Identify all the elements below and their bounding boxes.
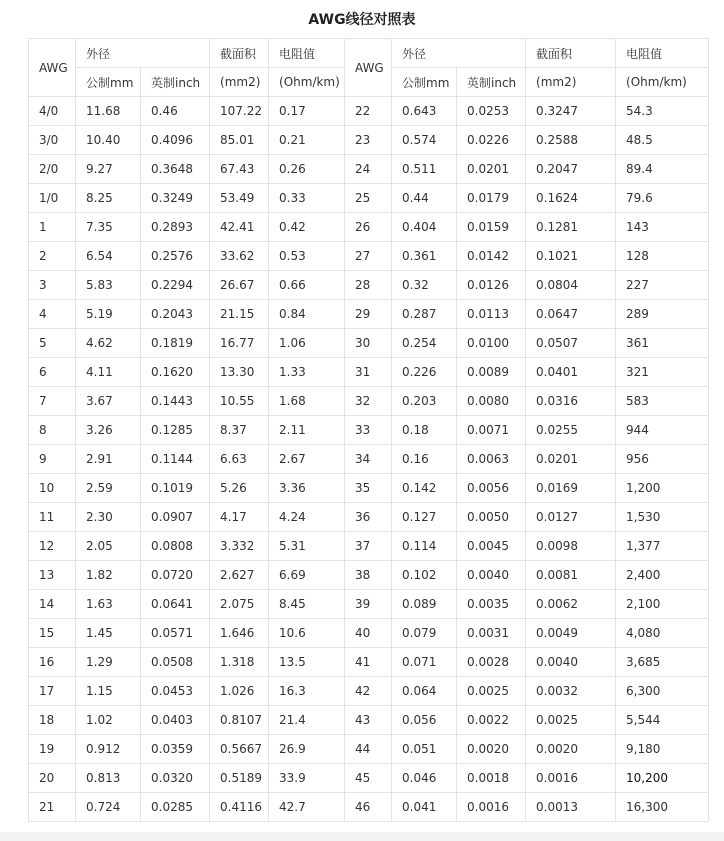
right-metric-mm-cell: 0.079	[392, 619, 457, 648]
right-awg-cell: 29	[345, 300, 392, 329]
right-metric-mm-cell: 0.254	[392, 329, 457, 358]
left-awg-cell: 15	[29, 619, 76, 648]
right-awg-cell: 23	[345, 126, 392, 155]
right-resistance-cell: 2,100	[616, 590, 709, 619]
right-resistance-cell: 956	[616, 445, 709, 474]
left-resistance-cell: 42.7	[269, 793, 345, 822]
right-metric-mm-cell: 0.051	[392, 735, 457, 764]
left-resistance-cell: 1.33	[269, 358, 345, 387]
right-area-cell: 0.3247	[526, 97, 616, 126]
right-area-cell: 0.2047	[526, 155, 616, 184]
left-imperial-inch-cell: 0.1620	[141, 358, 210, 387]
right-resistance-cell: 10,200	[616, 764, 709, 793]
right-awg-cell: 25	[345, 184, 392, 213]
left-metric-mm-cell: 9.27	[76, 155, 141, 184]
left-awg-cell: 2	[29, 242, 76, 271]
right-metric-mm-cell: 0.226	[392, 358, 457, 387]
left-imperial-inch-cell: 0.0359	[141, 735, 210, 764]
left-awg-cell: 12	[29, 532, 76, 561]
right-area-cell: 0.0062	[526, 590, 616, 619]
left-imperial-inch-cell: 0.1019	[141, 474, 210, 503]
left-imperial-inch-cell: 0.0285	[141, 793, 210, 822]
right-area-cell: 0.0040	[526, 648, 616, 677]
left-resistance-cell: 16.3	[269, 677, 345, 706]
right-resistance-cell: 6,300	[616, 677, 709, 706]
header-row-top	[29, 39, 709, 68]
left-imperial-inch-cell: 0.3249	[141, 184, 210, 213]
right-metric-mm-cell: 0.18	[392, 416, 457, 445]
right-area-cell: 0.1281	[526, 213, 616, 242]
table-row	[29, 474, 709, 503]
left-metric-mm-cell: 10.40	[76, 126, 141, 155]
left-metric-mm-cell: 8.25	[76, 184, 141, 213]
right-imperial-inch-cell: 0.0056	[457, 474, 526, 503]
left-imperial-inch-cell: 0.0571	[141, 619, 210, 648]
table-row	[29, 648, 709, 677]
table-row	[29, 358, 709, 387]
header-resistance-label: 电阻值	[269, 39, 345, 68]
table-row	[29, 387, 709, 416]
right-metric-mm-cell: 0.127	[392, 503, 457, 532]
left-awg-cell: 8	[29, 416, 76, 445]
left-imperial-inch-cell: 0.2294	[141, 271, 210, 300]
table-row	[29, 532, 709, 561]
right-awg-cell: 24	[345, 155, 392, 184]
right-area-cell: 0.0032	[526, 677, 616, 706]
right-imperial-inch-cell: 0.0100	[457, 329, 526, 358]
table-row	[29, 242, 709, 271]
left-area-cell: 53.49	[210, 184, 269, 213]
left-imperial-inch-cell: 0.0641	[141, 590, 210, 619]
left-metric-mm-cell: 1.82	[76, 561, 141, 590]
left-metric-mm-cell: 2.05	[76, 532, 141, 561]
left-metric-mm-cell: 3.26	[76, 416, 141, 445]
left-area-cell: 1.318	[210, 648, 269, 677]
right-imperial-inch-cell: 0.0089	[457, 358, 526, 387]
right-area-cell: 0.1624	[526, 184, 616, 213]
right-imperial-inch-cell: 0.0159	[457, 213, 526, 242]
header-outer-diameter-2: 外径	[392, 39, 526, 68]
right-awg-cell: 31	[345, 358, 392, 387]
right-imperial-inch-cell: 0.0142	[457, 242, 526, 271]
right-area-cell: 0.1021	[526, 242, 616, 271]
right-resistance-cell: 5,544	[616, 706, 709, 735]
right-metric-mm-cell: 0.041	[392, 793, 457, 822]
awg-table-body	[29, 97, 709, 822]
right-resistance-cell: 89.4	[616, 155, 709, 184]
left-imperial-inch-cell: 0.46	[141, 97, 210, 126]
left-imperial-inch-cell: 0.0403	[141, 706, 210, 735]
right-imperial-inch-cell: 0.0113	[457, 300, 526, 329]
left-metric-mm-cell: 5.19	[76, 300, 141, 329]
right-metric-mm-cell: 0.142	[392, 474, 457, 503]
left-awg-cell: 21	[29, 793, 76, 822]
left-imperial-inch-cell: 0.4096	[141, 126, 210, 155]
right-metric-mm-cell: 0.511	[392, 155, 457, 184]
right-resistance-cell: 16,300	[616, 793, 709, 822]
right-awg-cell: 41	[345, 648, 392, 677]
right-area-cell: 0.0316	[526, 387, 616, 416]
right-area-cell: 0.0169	[526, 474, 616, 503]
left-awg-cell: 18	[29, 706, 76, 735]
left-metric-mm-cell: 0.912	[76, 735, 141, 764]
table-row	[29, 300, 709, 329]
right-area-cell: 0.0025	[526, 706, 616, 735]
page-bottom-bar	[0, 832, 724, 841]
right-area-cell: 0.0127	[526, 503, 616, 532]
left-resistance-cell: 0.42	[269, 213, 345, 242]
right-imperial-inch-cell: 0.0035	[457, 590, 526, 619]
left-resistance-cell: 4.24	[269, 503, 345, 532]
left-awg-cell: 16	[29, 648, 76, 677]
right-resistance-cell: 944	[616, 416, 709, 445]
left-metric-mm-cell: 6.54	[76, 242, 141, 271]
left-awg-cell: 13	[29, 561, 76, 590]
left-area-cell: 1.026	[210, 677, 269, 706]
left-area-cell: 85.01	[210, 126, 269, 155]
right-area-cell: 0.0507	[526, 329, 616, 358]
left-metric-mm-cell: 1.29	[76, 648, 141, 677]
header-area-label-2: 截面积	[526, 39, 616, 68]
right-metric-mm-cell: 0.046	[392, 764, 457, 793]
left-area-cell: 107.22	[210, 97, 269, 126]
left-awg-cell: 11	[29, 503, 76, 532]
header-resistance-unit: (Ohm/km)	[269, 68, 345, 97]
right-imperial-inch-cell: 0.0016	[457, 793, 526, 822]
right-awg-cell: 45	[345, 764, 392, 793]
left-area-cell: 0.8107	[210, 706, 269, 735]
left-area-cell: 0.4116	[210, 793, 269, 822]
left-awg-cell: 1/0	[29, 184, 76, 213]
left-awg-cell: 1	[29, 213, 76, 242]
left-imperial-inch-cell: 0.0907	[141, 503, 210, 532]
left-resistance-cell: 33.9	[269, 764, 345, 793]
left-awg-cell: 4	[29, 300, 76, 329]
left-metric-mm-cell: 0.724	[76, 793, 141, 822]
left-resistance-cell: 8.45	[269, 590, 345, 619]
left-area-cell: 16.77	[210, 329, 269, 358]
right-imperial-inch-cell: 0.0025	[457, 677, 526, 706]
right-imperial-inch-cell: 0.0063	[457, 445, 526, 474]
left-awg-cell: 9	[29, 445, 76, 474]
left-metric-mm-cell: 2.91	[76, 445, 141, 474]
left-awg-cell: 3	[29, 271, 76, 300]
right-resistance-cell: 321	[616, 358, 709, 387]
right-imperial-inch-cell: 0.0226	[457, 126, 526, 155]
left-awg-cell: 4/0	[29, 97, 76, 126]
left-metric-mm-cell: 1.63	[76, 590, 141, 619]
right-imperial-inch-cell: 0.0126	[457, 271, 526, 300]
right-imperial-inch-cell: 0.0050	[457, 503, 526, 532]
left-area-cell: 2.075	[210, 590, 269, 619]
left-imperial-inch-cell: 0.2576	[141, 242, 210, 271]
header-awg-2: AWG	[345, 39, 392, 97]
table-row	[29, 590, 709, 619]
right-metric-mm-cell: 0.287	[392, 300, 457, 329]
left-resistance-cell: 0.33	[269, 184, 345, 213]
right-awg-cell: 38	[345, 561, 392, 590]
right-resistance-cell: 1,377	[616, 532, 709, 561]
table-row	[29, 213, 709, 242]
table-row	[29, 445, 709, 474]
header-resistance-unit-2: (Ohm/km)	[616, 68, 709, 97]
right-awg-cell: 34	[345, 445, 392, 474]
left-area-cell: 33.62	[210, 242, 269, 271]
right-metric-mm-cell: 0.32	[392, 271, 457, 300]
header-imperial: 英制inch	[141, 68, 210, 97]
right-awg-cell: 26	[345, 213, 392, 242]
left-resistance-cell: 0.26	[269, 155, 345, 184]
right-awg-cell: 35	[345, 474, 392, 503]
left-metric-mm-cell: 5.83	[76, 271, 141, 300]
right-imperial-inch-cell: 0.0071	[457, 416, 526, 445]
table-row	[29, 155, 709, 184]
left-awg-cell: 3/0	[29, 126, 76, 155]
header-metric: 公制mm	[76, 68, 141, 97]
right-resistance-cell: 9,180	[616, 735, 709, 764]
table-row	[29, 271, 709, 300]
right-area-cell: 0.0049	[526, 619, 616, 648]
right-imperial-inch-cell: 0.0045	[457, 532, 526, 561]
right-area-cell: 0.0098	[526, 532, 616, 561]
left-area-cell: 10.55	[210, 387, 269, 416]
left-imperial-inch-cell: 0.2043	[141, 300, 210, 329]
right-metric-mm-cell: 0.056	[392, 706, 457, 735]
right-metric-mm-cell: 0.643	[392, 97, 457, 126]
left-imperial-inch-cell: 0.1144	[141, 445, 210, 474]
right-metric-mm-cell: 0.102	[392, 561, 457, 590]
left-awg-cell: 17	[29, 677, 76, 706]
left-resistance-cell: 1.06	[269, 329, 345, 358]
right-imperial-inch-cell: 0.0080	[457, 387, 526, 416]
table-row	[29, 561, 709, 590]
left-area-cell: 6.63	[210, 445, 269, 474]
left-area-cell: 67.43	[210, 155, 269, 184]
right-awg-cell: 42	[345, 677, 392, 706]
right-metric-mm-cell: 0.203	[392, 387, 457, 416]
header-metric-2: 公制mm	[392, 68, 457, 97]
right-metric-mm-cell: 0.071	[392, 648, 457, 677]
left-area-cell: 4.17	[210, 503, 269, 532]
left-resistance-cell: 0.21	[269, 126, 345, 155]
left-resistance-cell: 5.31	[269, 532, 345, 561]
right-imperial-inch-cell: 0.0028	[457, 648, 526, 677]
left-resistance-cell: 3.36	[269, 474, 345, 503]
left-awg-cell: 10	[29, 474, 76, 503]
right-resistance-cell: 1,530	[616, 503, 709, 532]
left-imperial-inch-cell: 0.1285	[141, 416, 210, 445]
right-awg-cell: 44	[345, 735, 392, 764]
left-area-cell: 26.67	[210, 271, 269, 300]
right-awg-cell: 36	[345, 503, 392, 532]
right-awg-cell: 27	[345, 242, 392, 271]
header-outer-diameter: 外径	[76, 39, 210, 68]
table-row	[29, 764, 709, 793]
left-resistance-cell: 21.4	[269, 706, 345, 735]
right-imperial-inch-cell: 0.0253	[457, 97, 526, 126]
right-resistance-cell: 48.5	[616, 126, 709, 155]
left-resistance-cell: 13.5	[269, 648, 345, 677]
left-imperial-inch-cell: 0.0453	[141, 677, 210, 706]
right-area-cell: 0.0016	[526, 764, 616, 793]
left-awg-cell: 6	[29, 358, 76, 387]
right-resistance-cell: 79.6	[616, 184, 709, 213]
right-awg-cell: 39	[345, 590, 392, 619]
left-resistance-cell: 2.11	[269, 416, 345, 445]
right-area-cell: 0.0020	[526, 735, 616, 764]
right-resistance-cell: 4,080	[616, 619, 709, 648]
right-imperial-inch-cell: 0.0040	[457, 561, 526, 590]
right-resistance-cell: 361	[616, 329, 709, 358]
right-area-cell: 0.2588	[526, 126, 616, 155]
left-area-cell: 5.26	[210, 474, 269, 503]
right-metric-mm-cell: 0.064	[392, 677, 457, 706]
left-resistance-cell: 0.17	[269, 97, 345, 126]
left-area-cell: 8.37	[210, 416, 269, 445]
left-metric-mm-cell: 4.11	[76, 358, 141, 387]
left-resistance-cell: 0.53	[269, 242, 345, 271]
left-metric-mm-cell: 4.62	[76, 329, 141, 358]
table-row	[29, 184, 709, 213]
right-resistance-cell: 227	[616, 271, 709, 300]
left-area-cell: 3.332	[210, 532, 269, 561]
right-resistance-cell: 2,400	[616, 561, 709, 590]
left-imperial-inch-cell: 0.1443	[141, 387, 210, 416]
right-metric-mm-cell: 0.574	[392, 126, 457, 155]
left-awg-cell: 20	[29, 764, 76, 793]
left-imperial-inch-cell: 0.0808	[141, 532, 210, 561]
right-imperial-inch-cell: 0.0201	[457, 155, 526, 184]
left-resistance-cell: 0.84	[269, 300, 345, 329]
table-row	[29, 416, 709, 445]
left-area-cell: 0.5189	[210, 764, 269, 793]
left-area-cell: 13.30	[210, 358, 269, 387]
right-metric-mm-cell: 0.114	[392, 532, 457, 561]
right-area-cell: 0.0201	[526, 445, 616, 474]
header-area-unit: (mm2)	[210, 68, 269, 97]
right-awg-cell: 28	[345, 271, 392, 300]
right-metric-mm-cell: 0.44	[392, 184, 457, 213]
right-area-cell: 0.0081	[526, 561, 616, 590]
left-metric-mm-cell: 1.45	[76, 619, 141, 648]
right-area-cell: 0.0647	[526, 300, 616, 329]
right-imperial-inch-cell: 0.0018	[457, 764, 526, 793]
left-awg-cell: 19	[29, 735, 76, 764]
right-resistance-cell: 289	[616, 300, 709, 329]
right-resistance-cell: 54.3	[616, 97, 709, 126]
header-area-unit-2: (mm2)	[526, 68, 616, 97]
right-area-cell: 0.0804	[526, 271, 616, 300]
right-imperial-inch-cell: 0.0031	[457, 619, 526, 648]
table-row	[29, 735, 709, 764]
left-metric-mm-cell: 0.813	[76, 764, 141, 793]
right-awg-cell: 46	[345, 793, 392, 822]
left-awg-cell: 14	[29, 590, 76, 619]
table-row	[29, 503, 709, 532]
table-row	[29, 677, 709, 706]
left-resistance-cell: 0.66	[269, 271, 345, 300]
header-imperial-2: 英制inch	[457, 68, 526, 97]
left-imperial-inch-cell: 0.0508	[141, 648, 210, 677]
left-imperial-inch-cell: 0.3648	[141, 155, 210, 184]
left-awg-cell: 5	[29, 329, 76, 358]
left-metric-mm-cell: 7.35	[76, 213, 141, 242]
table-row	[29, 793, 709, 822]
right-area-cell: 0.0401	[526, 358, 616, 387]
left-metric-mm-cell: 3.67	[76, 387, 141, 416]
table-row	[29, 329, 709, 358]
left-awg-cell: 2/0	[29, 155, 76, 184]
right-resistance-cell: 1,200	[616, 474, 709, 503]
right-resistance-cell: 3,685	[616, 648, 709, 677]
right-area-cell: 0.0255	[526, 416, 616, 445]
right-awg-cell: 22	[345, 97, 392, 126]
table-row	[29, 619, 709, 648]
left-imperial-inch-cell: 0.2893	[141, 213, 210, 242]
right-awg-cell: 43	[345, 706, 392, 735]
left-resistance-cell: 10.6	[269, 619, 345, 648]
page-title: AWG线径对照表	[308, 12, 416, 28]
left-metric-mm-cell: 1.15	[76, 677, 141, 706]
right-imperial-inch-cell: 0.0179	[457, 184, 526, 213]
left-metric-mm-cell: 2.30	[76, 503, 141, 532]
right-resistance-cell: 583	[616, 387, 709, 416]
right-awg-cell: 30	[345, 329, 392, 358]
left-area-cell: 42.41	[210, 213, 269, 242]
left-resistance-cell: 26.9	[269, 735, 345, 764]
left-area-cell: 21.15	[210, 300, 269, 329]
table-row	[29, 126, 709, 155]
right-resistance-cell: 143	[616, 213, 709, 242]
left-resistance-cell: 6.69	[269, 561, 345, 590]
right-imperial-inch-cell: 0.0022	[457, 706, 526, 735]
header-area-label: 截面积	[210, 39, 269, 68]
right-awg-cell: 32	[345, 387, 392, 416]
right-metric-mm-cell: 0.16	[392, 445, 457, 474]
table-row	[29, 97, 709, 126]
right-resistance-cell: 128	[616, 242, 709, 271]
right-awg-cell: 37	[345, 532, 392, 561]
left-metric-mm-cell: 11.68	[76, 97, 141, 126]
header-resistance-label-2: 电阻值	[616, 39, 709, 68]
left-area-cell: 1.646	[210, 619, 269, 648]
left-imperial-inch-cell: 0.1819	[141, 329, 210, 358]
right-metric-mm-cell: 0.089	[392, 590, 457, 619]
left-resistance-cell: 2.67	[269, 445, 345, 474]
left-metric-mm-cell: 2.59	[76, 474, 141, 503]
awg-table	[28, 38, 709, 822]
right-awg-cell: 33	[345, 416, 392, 445]
table-row	[29, 706, 709, 735]
left-area-cell: 2.627	[210, 561, 269, 590]
left-awg-cell: 7	[29, 387, 76, 416]
right-metric-mm-cell: 0.404	[392, 213, 457, 242]
left-area-cell: 0.5667	[210, 735, 269, 764]
right-metric-mm-cell: 0.361	[392, 242, 457, 271]
right-area-cell: 0.0013	[526, 793, 616, 822]
left-metric-mm-cell: 1.02	[76, 706, 141, 735]
right-imperial-inch-cell: 0.0020	[457, 735, 526, 764]
left-imperial-inch-cell: 0.0320	[141, 764, 210, 793]
left-resistance-cell: 1.68	[269, 387, 345, 416]
right-awg-cell: 40	[345, 619, 392, 648]
left-imperial-inch-cell: 0.0720	[141, 561, 210, 590]
header-awg: AWG	[29, 39, 76, 97]
